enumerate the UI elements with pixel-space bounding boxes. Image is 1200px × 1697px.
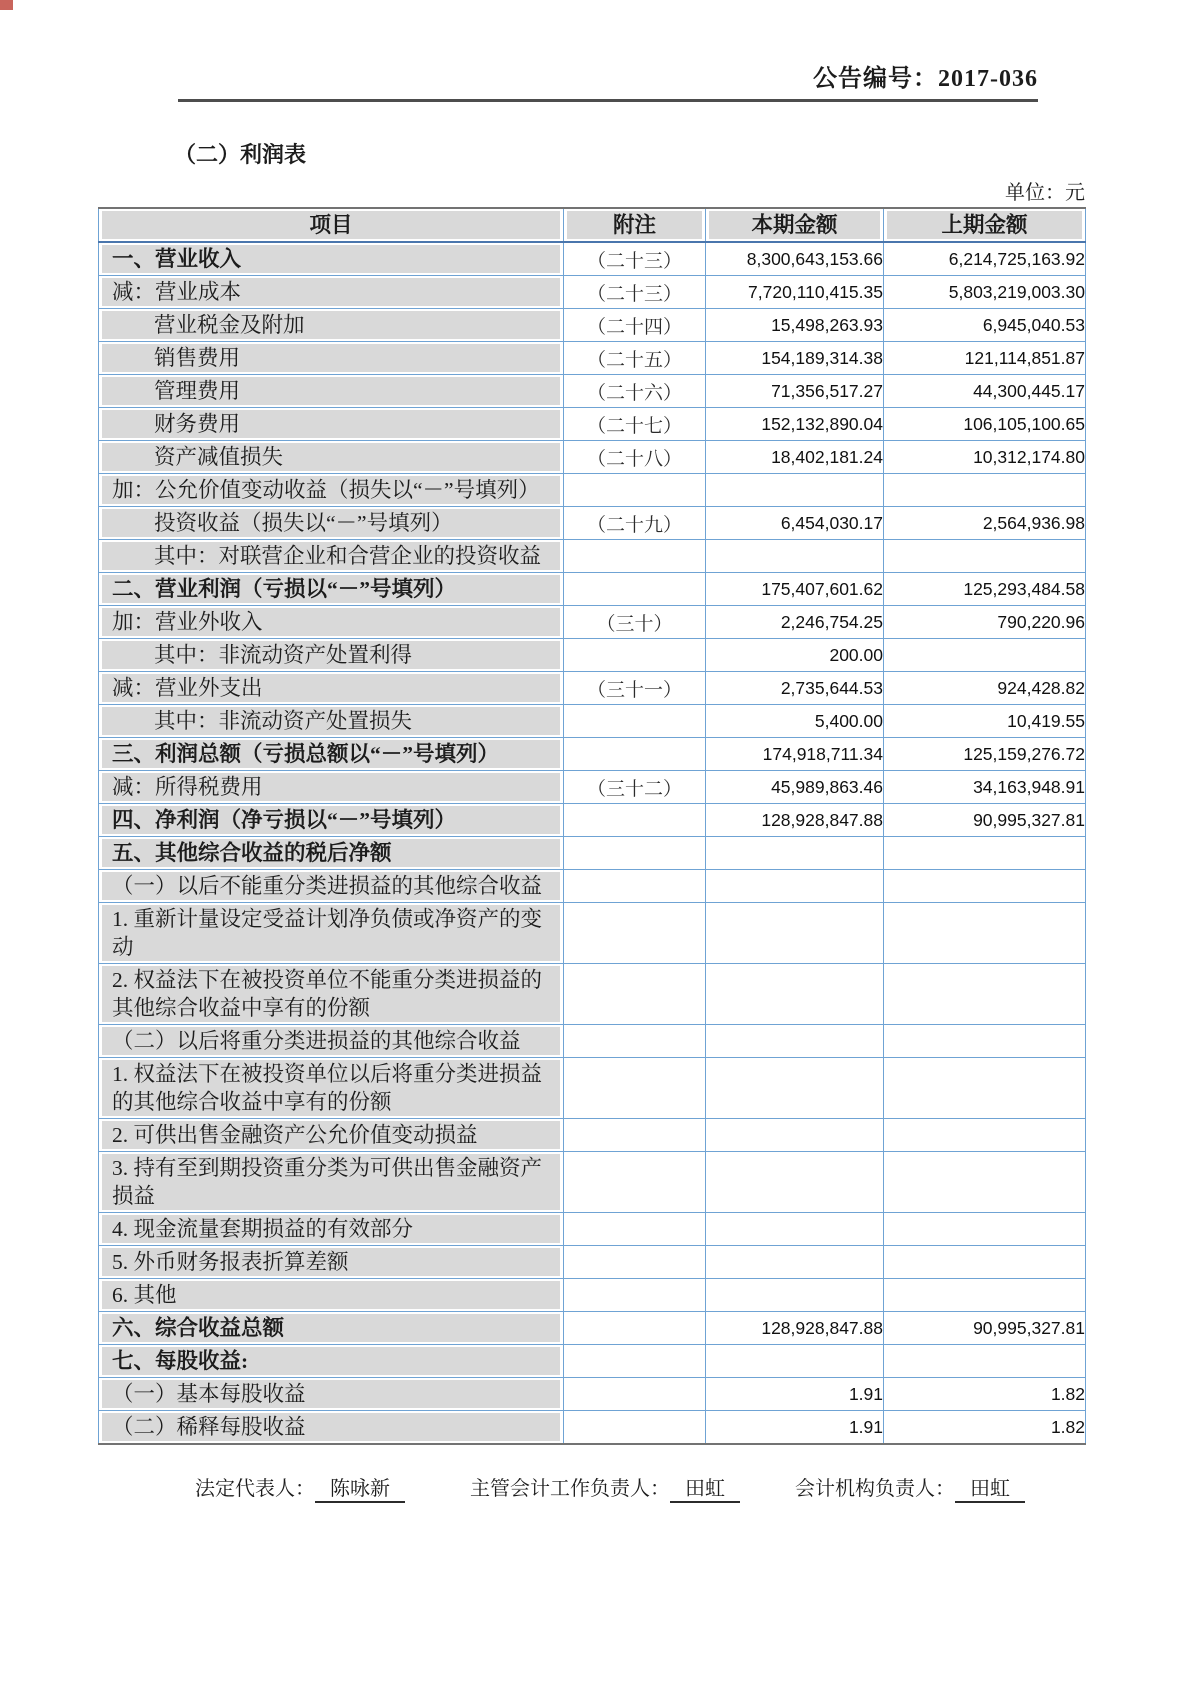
row-note [564,1119,706,1152]
row-item-cell [99,342,564,375]
table-row [99,870,1086,903]
signature-row [0,1472,1200,1512]
row-note: （三十） [564,606,706,639]
row-item-label: （二）稀释每股收益 [102,1413,560,1441]
row-note: （二十七） [564,408,706,441]
row-current-amount: 2,246,754.25 [706,606,884,639]
row-note: （二十八） [564,441,706,474]
row-current-amount: 2,735,644.53 [706,672,884,705]
row-item-label: 4. 现金流量套期损益的有效部分 [102,1215,560,1243]
row-prior-amount: 6,945,040.53 [884,309,1086,342]
row-current-amount: 5,400.00 [706,705,884,738]
accounting-dept-head-label: 会计机构负责人： [795,1478,955,1500]
row-note [564,964,706,1025]
row-current-amount [706,1025,884,1058]
row-item-cell [99,870,564,903]
row-current-amount: 6,454,030.17 [706,507,884,540]
row-note [564,1378,706,1411]
row-prior-amount [884,1025,1086,1058]
row-current-amount: 174,918,711.34 [706,738,884,771]
row-note [564,804,706,837]
row-current-amount [706,1279,884,1312]
row-item-label: 加：营业外收入 [102,608,560,636]
table-row [99,964,1086,1025]
row-item-cell [99,639,564,672]
row-item-label: 6. 其他 [102,1281,560,1309]
row-prior-amount: 125,159,276.72 [884,738,1086,771]
table-row [99,309,1086,342]
table-row [99,375,1086,408]
table-row [99,606,1086,639]
chief-accounting-officer-signature [470,1472,740,1501]
row-note: （二十六） [564,375,706,408]
row-current-amount: 200.00 [706,639,884,672]
table-row [99,573,1086,606]
row-note [564,1152,706,1213]
row-prior-amount: 6,214,725,163.92 [884,242,1086,276]
row-current-amount [706,1152,884,1213]
row-item-label: 资产减值损失 [102,443,560,471]
row-note [564,1025,706,1058]
row-item-label: 四、净利润（净亏损以“－”号填列） [102,806,560,834]
row-item-label: 其中：对联营企业和合营企业的投资收益 [102,542,560,570]
row-note [564,870,706,903]
accounting-dept-head-name: 田虹 [955,1478,1025,1503]
row-item-label: 三、利润总额（亏损总额以“－”号填列） [102,740,560,768]
chief-accounting-officer-name: 田虹 [670,1478,740,1503]
row-item-cell [99,1025,564,1058]
table-row [99,1246,1086,1279]
row-prior-amount: 790,220.96 [884,606,1086,639]
row-note [564,837,706,870]
row-item-cell [99,837,564,870]
row-item-label: 销售费用 [102,344,560,372]
row-note [564,540,706,573]
row-prior-amount [884,1345,1086,1378]
header-divider-line [178,99,1038,102]
table-row [99,1058,1086,1119]
income-statement-table-container [98,207,1085,1445]
column-header-2 [706,208,884,242]
table-row [99,672,1086,705]
row-prior-amount: 44,300,445.17 [884,375,1086,408]
row-prior-amount [884,540,1086,573]
row-item-label: 2. 权益法下在被投资单位不能重分类进损益的其他综合收益中享有的份额 [102,966,560,1022]
row-note [564,1345,706,1378]
row-prior-amount [884,964,1086,1025]
row-item-cell [99,276,564,309]
row-item-cell [99,507,564,540]
row-item-label: 5. 外币财务报表折算差额 [102,1248,560,1276]
legal-representative-signature [195,1472,405,1501]
row-prior-amount [884,1246,1086,1279]
row-current-amount: 154,189,314.38 [706,342,884,375]
row-note [564,1279,706,1312]
row-current-amount [706,964,884,1025]
row-current-amount [706,837,884,870]
row-item-label: 六、综合收益总额 [102,1314,560,1342]
row-prior-amount [884,870,1086,903]
row-item-cell [99,242,564,276]
row-prior-amount [884,474,1086,507]
table-row [99,738,1086,771]
row-prior-amount [884,903,1086,964]
column-header-label: 附注 [567,211,702,239]
row-prior-amount: 924,428.82 [884,672,1086,705]
row-note: （二十九） [564,507,706,540]
row-prior-amount [884,1152,1086,1213]
row-note: （三十二） [564,771,706,804]
row-item-cell [99,1345,564,1378]
row-item-cell [99,606,564,639]
table-row [99,705,1086,738]
row-item-cell [99,738,564,771]
row-item-cell [99,903,564,964]
row-prior-amount: 121,114,851.87 [884,342,1086,375]
table-row [99,474,1086,507]
row-item-label: 2. 可供出售金融资产公允价值变动损益 [102,1121,560,1149]
column-header-0 [99,208,564,242]
row-item-cell [99,441,564,474]
table-header-row [99,208,1086,242]
row-current-amount [706,474,884,507]
unit-label: 单位：元 [1005,182,1085,204]
row-item-cell [99,540,564,573]
table-row [99,903,1086,964]
table-row [99,804,1086,837]
row-prior-amount [884,837,1086,870]
row-current-amount: 7,720,110,415.35 [706,276,884,309]
row-item-cell [99,1152,564,1213]
legal-representative-name: 陈咏新 [315,1478,405,1503]
announcement-number: 公告编号：2017-036 [813,66,1038,92]
table-row [99,639,1086,672]
row-note: （二十三） [564,242,706,276]
table-row [99,441,1086,474]
row-item-cell [99,771,564,804]
row-note [564,1213,706,1246]
row-current-amount [706,1345,884,1378]
row-current-amount [706,540,884,573]
row-note [564,1312,706,1345]
row-note: （二十三） [564,276,706,309]
row-note: （三十一） [564,672,706,705]
row-item-label: （一）以后不能重分类进损益的其他综合收益 [102,872,560,900]
row-note [564,1058,706,1119]
row-note [564,573,706,606]
table-row [99,1213,1086,1246]
table-row [99,771,1086,804]
row-current-amount: 152,132,890.04 [706,408,884,441]
row-prior-amount: 10,419.55 [884,705,1086,738]
row-note: （二十五） [564,342,706,375]
row-current-amount: 175,407,601.62 [706,573,884,606]
row-note [564,1246,706,1279]
table-row [99,342,1086,375]
row-prior-amount: 125,293,484.58 [884,573,1086,606]
column-header-1 [564,208,706,242]
row-item-cell [99,1246,564,1279]
row-current-amount [706,1246,884,1279]
row-note [564,738,706,771]
table-row [99,507,1086,540]
accounting-dept-head-signature [795,1472,1025,1501]
row-item-cell [99,573,564,606]
row-item-cell [99,474,564,507]
row-item-label: （二）以后将重分类进损益的其他综合收益 [102,1027,560,1055]
row-item-cell [99,1213,564,1246]
row-current-amount [706,903,884,964]
row-item-label: 减：所得税费用 [102,773,560,801]
legal-representative-label: 法定代表人： [195,1478,315,1500]
row-current-amount [706,1119,884,1152]
row-item-cell [99,1058,564,1119]
row-current-amount: 1.91 [706,1378,884,1411]
row-current-amount: 8,300,643,153.66 [706,242,884,276]
row-prior-amount: 34,163,948.91 [884,771,1086,804]
row-item-label: （一）基本每股收益 [102,1380,560,1408]
row-item-cell [99,1411,564,1445]
row-current-amount: 18,402,181.24 [706,441,884,474]
row-current-amount: 71,356,517.27 [706,375,884,408]
row-item-cell [99,1378,564,1411]
row-item-label: 3. 持有至到期投资重分类为可供出售金融资产损益 [102,1154,560,1210]
row-note [564,474,706,507]
row-note [564,1411,706,1445]
row-item-cell [99,672,564,705]
row-item-label: 减：营业外支出 [102,674,560,702]
row-prior-amount: 1.82 [884,1411,1086,1445]
row-current-amount: 128,928,847.88 [706,1312,884,1345]
row-current-amount [706,1058,884,1119]
row-prior-amount: 90,995,327.81 [884,804,1086,837]
row-prior-amount: 90,995,327.81 [884,1312,1086,1345]
table-body [99,242,1086,1444]
section-title: （二）利润表 [174,142,307,167]
row-item-label: 减：营业成本 [102,278,560,306]
table-row [99,276,1086,309]
row-note [564,903,706,964]
row-item-cell [99,408,564,441]
row-prior-amount: 2,564,936.98 [884,507,1086,540]
table-row [99,1411,1086,1445]
row-note: （二十四） [564,309,706,342]
row-prior-amount [884,1279,1086,1312]
row-item-label: 加：公允价值变动收益（损失以“－”号填列） [102,476,560,504]
table-row [99,1279,1086,1312]
column-header-label: 项目 [102,211,560,239]
row-prior-amount: 1.82 [884,1378,1086,1411]
scan-artifact-mark [0,0,13,10]
row-item-cell [99,1312,564,1345]
table-row [99,1119,1086,1152]
row-prior-amount: 10,312,174.80 [884,441,1086,474]
row-current-amount: 45,989,863.46 [706,771,884,804]
row-note [564,705,706,738]
row-item-label: 营业税金及附加 [102,311,560,339]
row-prior-amount [884,1119,1086,1152]
row-item-cell [99,964,564,1025]
row-item-label: 其中：非流动资产处置损失 [102,707,560,735]
row-item-label: 管理费用 [102,377,560,405]
row-item-label: 投资收益（损失以“－”号填列） [102,509,560,537]
row-prior-amount [884,639,1086,672]
row-item-cell [99,1119,564,1152]
row-item-label: 1. 重新计量设定受益计划净负债或净资产的变动 [102,905,560,961]
row-current-amount: 15,498,263.93 [706,309,884,342]
table-row [99,837,1086,870]
row-current-amount: 1.91 [706,1411,884,1445]
row-item-cell [99,705,564,738]
table-row [99,1378,1086,1411]
row-item-label: 一、营业收入 [102,245,560,273]
table-row [99,408,1086,441]
row-note [564,639,706,672]
row-prior-amount [884,1213,1086,1246]
row-item-label: 五、其他综合收益的税后净额 [102,839,560,867]
table-header-row [99,208,1086,242]
table-row [99,540,1086,573]
column-header-label: 本期金额 [709,211,880,239]
table-row [99,1345,1086,1378]
table-row [99,1025,1086,1058]
row-prior-amount: 5,803,219,003.30 [884,276,1086,309]
table-row [99,1152,1086,1213]
income-statement-table [98,207,1086,1445]
row-item-label: 财务费用 [102,410,560,438]
row-item-label: 二、营业利润（亏损以“－”号填列） [102,575,560,603]
row-item-label: 七、每股收益: [102,1347,560,1375]
chief-accounting-officer-label: 主管会计工作负责人： [470,1478,670,1500]
row-current-amount [706,1213,884,1246]
row-item-cell [99,1279,564,1312]
column-header-3 [884,208,1086,242]
table-row [99,242,1086,276]
row-item-cell [99,375,564,408]
row-current-amount [706,870,884,903]
row-prior-amount: 106,105,100.65 [884,408,1086,441]
row-item-cell [99,804,564,837]
row-prior-amount [884,1058,1086,1119]
table-row [99,1312,1086,1345]
row-item-cell [99,309,564,342]
column-header-label: 上期金额 [887,211,1082,239]
row-item-label: 1. 权益法下在被投资单位以后将重分类进损益的其他综合收益中享有的份额 [102,1060,560,1116]
row-current-amount: 128,928,847.88 [706,804,884,837]
row-item-label: 其中：非流动资产处置利得 [102,641,560,669]
